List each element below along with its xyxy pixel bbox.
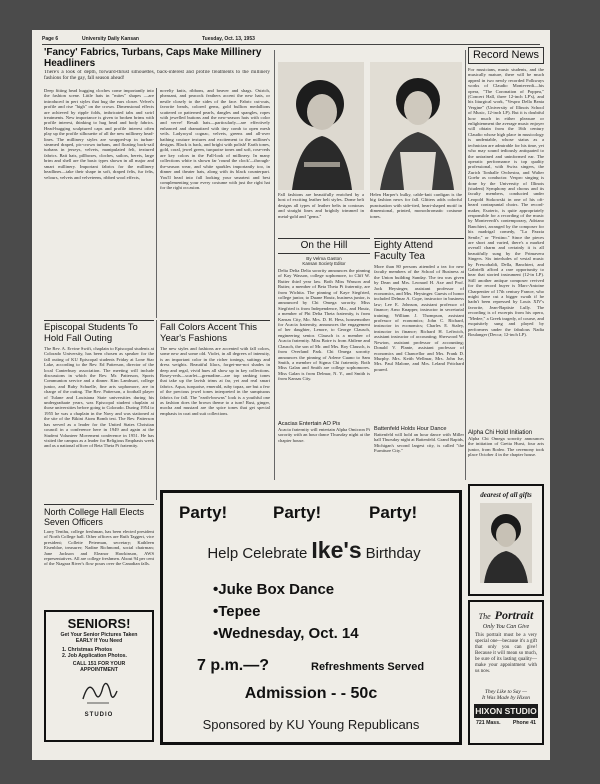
- episcopal-article: [44, 320, 154, 500]
- tepee-item: •Tepee: [213, 603, 261, 620]
- studio-signature-icon: [79, 677, 119, 707]
- fabrics-column-1: Deep fitting head hugging cloches come importantly into the fashion scene. Little hats in "mites" shapes —are introduced in pert styles that hug the ears closer. Velvet's profile and rise "high" on the crown. Dimensional effects are achieved by ripple folds, imbricated tabs and swirl treatments. New importance is given to broken brims with profile interest, thinking to hug head and body fabrics. Head-hugging sculptured caps and profile interest often play up the profile silhouette of all the new millinery head-lines. The millinery styles are wrapped-up in turban-steamed draped, pic-crown turbans, and floating back-sail turbans in jerseys, velvets, manipulated felt, textured fabrics. Bait hats, pillboxes, cloches, sailors, berets, large brim and shell are the basic types shown in all major and smart millinery. Important fabrics for the millinery headlines—take their shape in soft, draped felts, fur felts, velours, velvets and velveteens, ribbed wool effects,: [44, 88, 154, 180]
- paper-name: University Daily Kansan: [82, 36, 139, 42]
- hixon-contact: [470, 718, 542, 728]
- hixon-portrait-ad: [468, 600, 544, 745]
- fashion-photo-left: [278, 62, 364, 190]
- help-celebrate-line: [173, 537, 455, 564]
- on-the-hill-headline: On the Hill: [300, 240, 348, 251]
- sponsor-text: Sponsored by KU Young Republicans: [202, 717, 420, 732]
- alpha-chi-article: [468, 430, 544, 480]
- portrait-made-by: It Was Made by Hixon: [481, 695, 530, 701]
- portrait-body: This portrait must be a very special one—because it's a gift that only you can give! Because it will mean so much, be sure of its lasting quality—make your appointment with us now.: [475, 633, 537, 674]
- battenfeld-headline: Battenfeld Holds Hour Dance: [374, 426, 447, 432]
- help-celebrate-text: Help Celebrate: [207, 545, 308, 562]
- column-rule: [274, 50, 275, 480]
- record-news-body: For musicians, music students, and the musically mature, there will be much appeal in two newly recorded Folkways works of Claudio Monteverdi—his opera, "The Coronation of Poppea," (Concert Hall, three 12-inch LP's), and his liturgical work, "Vespro Della Beata Vergine" (University of Illinois School of Music, 12-inch LP). But it is doubtful how much in either pleasure or enlightenment the average music enjoyer will obtain from the 16th century Claudio whose high place in musicology is undeniable, whose status as a technician are admirable for his time, yet who may sound tediously antiquated to the untrained and uninformed ear. The operatic performance is top quality professional, with Swiss singers, the Zurich Tonhalle Orchestra, and Walter Goehr as conductor. Vespro singing is done by the University of Illinois (student) Symphony and chorus and its faculty members, conducted under Leopold Stokowski in one of his oft-heard contrapuntal choirs. The record-maker, Esoteric, is quite appropriately responsible for a recording of the music by Monteverdi's contemporary, Adriano Banchieri, arranged by the composer for his madrigal comedy, "La Pazzia Senile," or "Festino." Since the pieces are short and varied, there's a marked overall charm and certainly it is all beautifully sung by the Primavera Singers. Six interludes of vestal music by Frescobaldi, Della, Banchieri, and Gabrielli afford a rare opportunity to hear that storied instrument (12-in LP). Still another antique composer revived for the record buyer is Marc-Antoine Charpentier of 17th century France, who might have cut a bigger swath if he hadn't been repressed by Louis XIV's favorite, Jean-Baptiste Lully. The recording is of excerpts from his opera, "Medee," a Greek tragedy, of course, and exquisitely sung and played by performers under the fabulous Nadia Boulanger (Decca; 12-inch LP).: [468, 67, 544, 337]
- portrait-photo-icon: [480, 503, 532, 583]
- acacia-body: Acacia fraternity will entertain Alpha Omicron Pi sorority with an hour dance Thursday night at the chapter house.: [278, 427, 370, 443]
- fabrics-headline: 'Fancy' Fabrics, Turbans, Caps Make Millinery Headliners: [44, 47, 262, 69]
- ikes-birthday-ad: [160, 490, 462, 745]
- seniors-title: SENIORS!: [67, 616, 131, 631]
- photo-caption-left: Fall fashions are beautifully enriched by a host of exciting leather belt styles. Dome belt designs all types of leather belts in contours and straight lines and brightly trimmed in metal-gold and "gems.": [278, 192, 364, 219]
- portrait-they-like: They Like to Say —: [485, 689, 527, 695]
- seniors-call: CALL 151 FOR YOUR APPOINTMENT: [72, 661, 126, 673]
- party-time: 7 p.m.—?: [197, 657, 270, 674]
- photo-caption-right: Helen Harper's bulky, cable-knit cardigan is the big fashion news for fall. Glitters adds colorful punctuation with side-tied, heart-shaped motif in dimensional, printed, monochromatic costume tones.: [370, 192, 462, 219]
- seniors-item-2: 2. Job Application Photos.: [62, 653, 127, 659]
- birthday-text: Birthday: [365, 545, 421, 562]
- admission-text: Admission - - 50c: [244, 685, 378, 702]
- ikes-text: Ike's: [311, 537, 362, 563]
- faculty-tea-body: More than 80 persons attended a tea for new faculty members of the School of Business at the Union building Sunday. The tea was given by Dean and Mrs. Leonard H. Axe and Prof. Jack Heysinger, assistant professor of economics, and Mrs. Heysinger. Guests of honor included Delmar A. Cope, instructor in business law; Lee E. Johnson, assistant professor of finance; Arno Knapper, instructor in secretarial training; William J. Thompson, assistant professor of economics; John C. Richard, instructor in economics; Charles E. Staley, instructor in finance; Richard H. Leftwich, assistant instructor of accounting; Sherwood W. Newton, assistant professor of accounting; Donald V. Plante, assistant professor of economics and Chancellor and Mrs. Frank D. Murphy. Mrs. Keith Wellmar, Mrs. John Ise, Mrs. Paul Malone, and Mrs. Leland Pritchard poured.: [374, 264, 464, 372]
- portrait-only: Only You Can Give: [482, 624, 530, 630]
- fall-colors-body: The new styles and fashions are accented with fall colors, some new and some old. Violet, in all degrees of intensity, is an important color in the richer tonings, suitings and dress weights. Beautiful lilacs, forget-me-not shades in deep and regal, vivid hues all show up in key collections. Rosey-reds—scarlet—grenadine—are top ranking tones that take up the lavish trims at far, yet and real smart fabrics. Aqua, turquoise, emerald, ruby topaz, are but a few of the precious jewel tones interpreted in the sumptuous fabrics for fall. The "earth-browns" look is a youthful one as fashion does the brown theme to a turn! Rust, ginger, mocha and mustard are the spice tones that get special emphasis in coat and suit collections.: [160, 346, 270, 416]
- record-news-headline: Record News: [472, 49, 540, 61]
- date-item: •Wednesday, Oct. 14: [213, 625, 359, 642]
- episcopal-header: [44, 320, 154, 344]
- masthead-rule: [42, 44, 540, 45]
- episcopal-headline: Episcopal Students To Hold Fall Outing: [44, 322, 138, 344]
- party-word-3: Party!: [369, 503, 418, 522]
- newspaper-page: [32, 30, 550, 760]
- fabrics-column-2: novelty knits, ribbons, and beaver and shags. Ostrich, pheasant, and peacock feathers accent the new hats, or nestle closely to the sides of the face. Fabric cut-outs, favorite beads, colored gems, gold bullion medallions scattered or patterned pearls, dangles and spangles, ropes with jewelled buttons and the new-season hats with color and verve! Result hats—particularly—are effectively enhanced and dramatized with tiny comb to open mesh veils. Ladyroyal cognac, velvets, greens and all-over bathing couture textures and excitement to the milliner's designs. Black is back, and bright with polish! Earth tones, gold, coral, jewel green, turquoise tones and soft, rose-reds are key colors in the Fall-look of millinery. In many collections white is shown far 'round the clock'—through-the-season wear, and white sparkles importantly too, in dinner and theater hats, along with its black counterpart. You'll head into fall looking your smartest and best complementing your every costume with just the right hat for the right occasion.: [160, 88, 270, 191]
- hixon-studio-banner: [474, 704, 538, 718]
- hixon-address: 721 Mass.: [476, 720, 501, 726]
- dearest-gifts-ad: [468, 484, 544, 596]
- record-news-column: [468, 47, 544, 427]
- north-college-headline: North College Hall Elects Seven Officers: [44, 507, 145, 527]
- north-college-body: Larry Tenthu, college freshman, has been elected president of North College hall. Other officers are Ruth Taggert, vice president; Collette Peterman, secretary; Kathleen Eisenblae, treasurer; Nadine Richmond, social chairman; Jane Jackson and Eleanor Hawkinson, AWS representatives. All are college freshmen. About 94 per cent of the Niagara River's flow pours over the Canadian falls.: [44, 529, 154, 567]
- fall-colors-header: [160, 320, 270, 344]
- faculty-tea-headline: Eighty Attend Faculty Tea: [374, 240, 433, 262]
- woman-portrait-icon: [370, 62, 462, 190]
- refreshments-text: Refreshments Served: [311, 661, 425, 673]
- column-rule: [156, 88, 157, 318]
- north-college-article: [44, 504, 154, 604]
- seniors-subtitle: Get Your Senior Pictures Taken EARLY If You Need: [60, 632, 138, 644]
- hixon-phone: Phone 41: [512, 720, 536, 726]
- fall-colors-article: [160, 320, 270, 480]
- on-the-hill-header: [278, 238, 370, 254]
- faculty-tea-header: [374, 238, 464, 262]
- seniors-item-1: 1. Christmas Photos: [62, 647, 113, 653]
- fall-colors-headline: Fall Colors Accent This Year's Fashions: [160, 322, 257, 344]
- party-word-2: Party!: [273, 503, 322, 522]
- acacia-headline: Acacias Entertain AO Pis: [278, 421, 341, 427]
- on-the-hill-byline: By Velma Gaston: [306, 256, 342, 261]
- episcopal-body: The Rev. A. Ervine Swift, chaplain to Episcopal students at Colorado University, has been chosen as speaker for the fall outing of KU Episcopal students Friday at Lone Star Lake, according to the Rev. Ed Patterson, director of the local Canterbury association. The meeting will include discussions in which the Rev. Mr. Patterson, Sports Communion service and a dinner. Kim Lambsart, college junior, and Ruby Schuelle, fine arts sophomore, are in charge of the outing. The Rev. Patterson, a football player of Tulane and Louisiana State universities during his undergraduate years, was Episcopal student chaplain at those universities before going to Colorado. During 1954 to 1955 he was a chaplain in the Navy and was stationed at the site of the Bikini Atom Bomb test. The Rev. Patterson has served as a leader for the United States Christian council in a conference here in 1949 and again at the Student Volunteer Movement conference in 1951. He has visited the campus as a leader for Religious Emphasis week and as a national officer of Beta Theta Pi fraternity.: [44, 346, 154, 449]
- battenfeld-body: Battenfeld will hold an hour dance with Miller hall Thursday night at Battenfeld. Grand Rapids, Michigan's second largest city, is called "the Furniture City.": [374, 432, 464, 454]
- alpha-chi-headline: Alpha Chi Hold Initiation: [468, 430, 533, 436]
- party-word-1: Party!: [179, 503, 228, 522]
- hixon-studio-name: HIXON STUDIO: [475, 706, 537, 716]
- record-news-header-box: [468, 47, 544, 64]
- fashion-photo-right: [370, 62, 462, 190]
- on-the-hill-byline-title: Kansan Society Editor: [302, 261, 346, 266]
- portrait-word: Portrait: [494, 608, 534, 622]
- dearest-gifts-text: dearest of all gifts: [480, 491, 532, 499]
- fabrics-intro: There's a look of depth, forward-thrust silhouettes, back-interest and profile treatments to the millinery fashions for the gay, fall season ahead!: [44, 70, 270, 81]
- issue-date: Tuesday, Oct. 13, 1953: [202, 36, 255, 42]
- portrait-the: The: [478, 612, 491, 621]
- seniors-studio: STUDIO: [84, 712, 114, 718]
- column-rule: [156, 320, 157, 500]
- juke-box-item: •Juke Box Dance: [213, 581, 335, 598]
- masthead: [42, 36, 540, 44]
- on-the-hill-article: [278, 238, 370, 463]
- page-number: Page 6: [42, 36, 59, 42]
- faculty-tea-article: [374, 238, 464, 488]
- north-college-header: [44, 504, 154, 527]
- alpha-chi-body: Alpha Chi Omega sorority announces the initiation of Gretta Hurst, four arts junior, from Rodeo. The ceremony took place October 4 in the chapter house.: [468, 436, 544, 458]
- seniors-ad: [44, 610, 154, 742]
- column-rule: [465, 50, 466, 480]
- portrait-heading: [470, 606, 542, 624]
- on-the-hill-body: Delta Delta Delta sorority announces the pinning of Kay Wasson, college sophomore, to Cliff W. Rutter third year law. Both Miss Wasson and Rutter, a member of Beta Theta Pi fraternity, are from Wichita. The pinning of Kaye Siegfried, college junior, to Duane Houtz, business junior, is announced by Chi Omega sorority. Miss Siegfried is from Independence, Mo., and Houtz, a member of Phi Delta Theta fraternity, is from Kansas City, Mo. Mrs. D. H. Hess, housemother for Acacia fraternity, announces the engagement of her daughter, Lenore, to George Clausch, engineering senior. Clausch is a member of Acacia fraternity. Miss Boire is from Abilene and Clausch, the son of Mr. and Mrs. Roy Clausch, is from Overland Park. Chi Omega sorority announces the pinning of Arlene Cuano to Sam Smith, a member of Sigma Chi fraternity. Both Miss Galan and Smith are college sophomores. Miss Galan is from Delmar, N. Y., and Smith is from Kansas City.: [278, 268, 370, 382]
- woman-portrait-icon: [278, 62, 364, 190]
